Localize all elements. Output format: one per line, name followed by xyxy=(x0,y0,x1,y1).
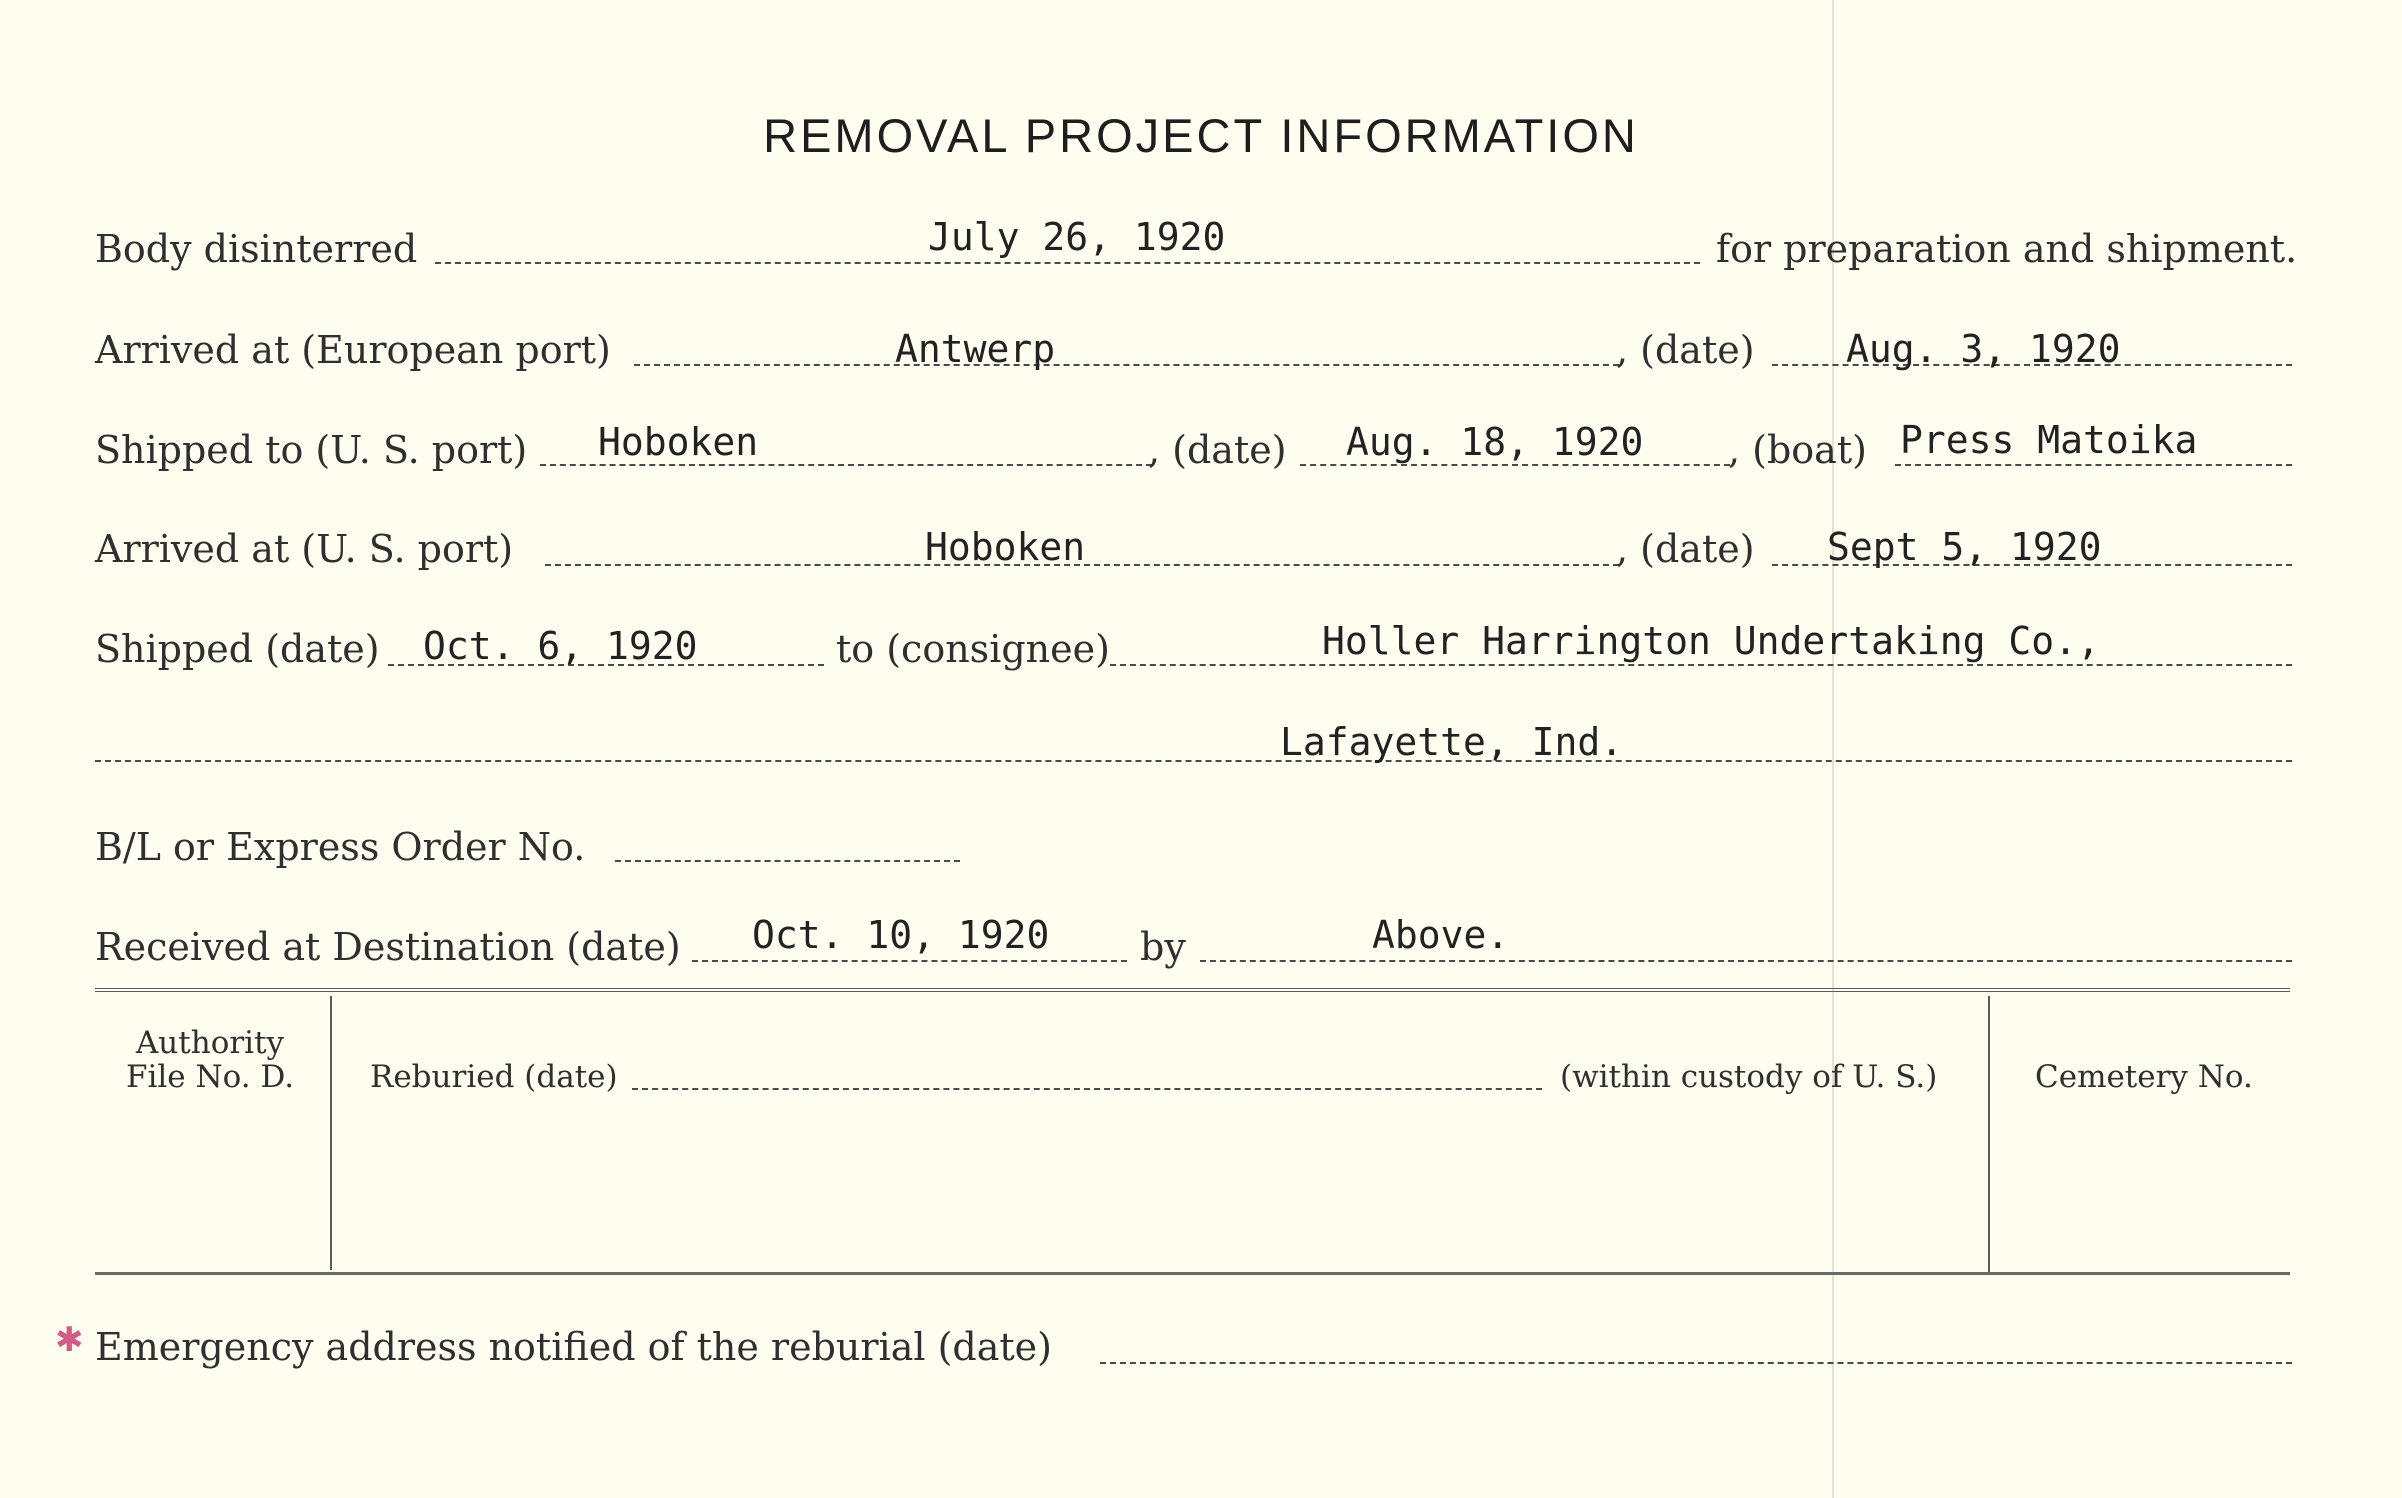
label-received-destination: Received at Destination (date) xyxy=(95,925,681,969)
label-arrived-european: Arrived at (European port) xyxy=(95,328,611,372)
consignee-field-line xyxy=(1110,664,2292,666)
boat-field-line xyxy=(1895,464,2292,466)
box-top-rule xyxy=(95,988,2290,992)
label-body-disinterred: Body disinterred xyxy=(95,227,418,271)
label-us-arrival-date: , (date) xyxy=(1616,527,1755,571)
label-boat: , (boat) xyxy=(1728,428,1867,472)
value-consignee: Holler Harrington Undertaking Co., xyxy=(1322,619,2100,663)
bl-order-field-line xyxy=(615,860,960,862)
authority-label: Authority xyxy=(135,1025,285,1061)
label-emergency-address: Emergency address notified of the reburial (date) xyxy=(95,1325,1052,1369)
value-european-port: Antwerp xyxy=(895,327,1056,371)
value-us-port-arrived: Hoboken xyxy=(925,525,1086,569)
label-shipped-date: Shipped (date) xyxy=(95,627,380,671)
reburied-field-line xyxy=(632,1088,1542,1090)
label-arrived-us: Arrived at (U. S. port) xyxy=(95,527,514,571)
label-european-date: , (date) xyxy=(1616,328,1755,372)
file-no-label: File No. D. xyxy=(125,1059,295,1095)
value-disinterred-date: July 26, 1920 xyxy=(928,215,1226,259)
disinterred-field-line xyxy=(435,262,1700,264)
label-reburied: Reburied (date) xyxy=(370,1059,618,1095)
value-consignee-city: Lafayette, Ind. xyxy=(1280,720,1624,764)
label-by: by xyxy=(1140,925,1186,969)
emergency-date-field-line xyxy=(1100,1362,2292,1364)
label-cemetery-no: Cemetery No. xyxy=(2035,1059,2253,1095)
authority-file-label xyxy=(95,1026,325,1094)
value-boat: Press Matoika xyxy=(1900,418,2198,462)
value-shipped-date: Oct. 6, 1920 xyxy=(423,624,698,668)
value-us-ship-date: Aug. 18, 1920 xyxy=(1346,420,1644,464)
value-received-date: Oct. 10, 1920 xyxy=(752,913,1050,957)
value-us-port-shipped: Hoboken xyxy=(598,420,759,464)
value-received-by: Above. xyxy=(1372,913,1510,957)
european-port-field-line xyxy=(634,364,1619,366)
box-bottom-rule xyxy=(95,1272,2290,1275)
value-european-arrival-date: Aug. 3, 1920 xyxy=(1846,327,2121,371)
label-to-consignee: to (consignee) xyxy=(836,627,1110,671)
us-port-shipped-field-line xyxy=(540,464,1152,466)
label-bl-order: B/L or Express Order No. xyxy=(95,825,586,869)
label-for-preparation: for preparation and shipment. xyxy=(1716,227,2298,271)
box-divider-left xyxy=(330,996,332,1270)
us-ship-date-field-line xyxy=(1300,464,1730,466)
received-by-field-line xyxy=(1200,960,2292,962)
box-divider-right xyxy=(1988,996,1990,1274)
received-date-field-line xyxy=(692,960,1127,962)
label-us-ship-date: , (date) xyxy=(1148,428,1287,472)
form-title: REMOVAL PROJECT INFORMATION xyxy=(763,109,1639,162)
label-shipped-to: Shipped to (U. S. port) xyxy=(95,428,528,472)
ink-mark: ✱ xyxy=(55,1320,84,1360)
label-within-custody: (within custody of U. S.) xyxy=(1560,1059,1938,1095)
consignee-continued-field-line xyxy=(95,760,2292,762)
value-us-arrival-date: Sept 5, 1920 xyxy=(1827,525,2102,569)
